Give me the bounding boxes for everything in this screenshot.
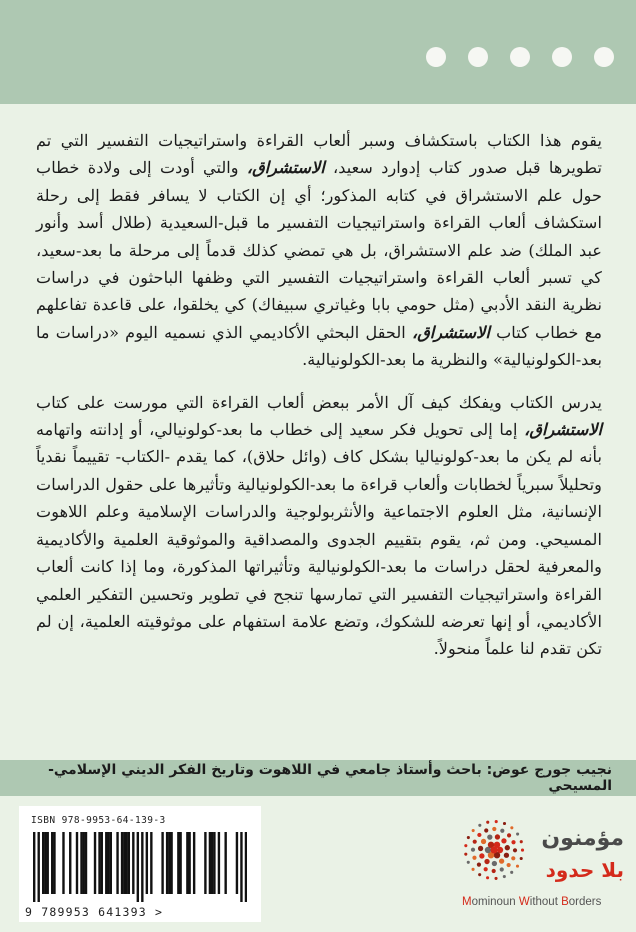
barcode-bar (101, 832, 103, 894)
logo-dot (484, 859, 489, 864)
logo-dot (479, 853, 484, 858)
decorative-dot (594, 47, 614, 67)
logo-dot (510, 826, 513, 829)
barcode-bar (107, 832, 109, 894)
barcode-bar (53, 832, 55, 894)
barcode-bar (146, 832, 148, 894)
logo-dot (478, 873, 481, 876)
logo-dot (464, 853, 467, 856)
barcode-bar (69, 832, 71, 894)
barcode-bar (188, 832, 190, 894)
logo-dot (492, 861, 497, 866)
logo-dot (467, 861, 470, 864)
logo-word-2: ithout (529, 896, 562, 908)
logo-dot (499, 859, 504, 864)
decorative-dot (552, 47, 572, 67)
barcode-bar (98, 832, 100, 894)
barcode-digits: 9 789953 641393 > (25, 905, 164, 919)
barcode-bar (137, 832, 139, 902)
barcode-bar (204, 832, 206, 894)
barcode-bar (213, 832, 215, 894)
barcode-bar (132, 832, 134, 894)
paragraph-2-part-1: يدرس الكتاب ويفكك كيف آل الأمر ببعض ألعاب القراءة التي مورست على كتاب (36, 392, 602, 412)
barcode-bar (209, 832, 211, 894)
logo-dot (500, 829, 504, 833)
barcode-bar (47, 832, 49, 894)
barcode-bar (125, 832, 127, 894)
barcode-bar (168, 832, 170, 894)
paragraph-1 (36, 127, 602, 374)
logo-dot (472, 856, 476, 860)
logo-dot (516, 832, 519, 835)
logo-dot (503, 875, 506, 878)
barcode-bar (121, 832, 123, 894)
barcode-bar (38, 832, 40, 902)
barcode-bar (110, 832, 112, 894)
logo-dot (467, 836, 470, 839)
barcode-bar (80, 832, 82, 894)
logo-dot (494, 877, 497, 880)
logo-dot (520, 840, 523, 843)
logo-word-3: orders (568, 896, 602, 908)
title-emphasis: الاستشراق، (246, 158, 325, 178)
logo-dot (503, 822, 506, 825)
logo-dot (473, 840, 477, 844)
logo-dot (478, 846, 483, 851)
logo-dot (477, 863, 481, 867)
logo-dot (504, 853, 509, 858)
logo-dot (495, 820, 498, 823)
logo-dot (486, 821, 489, 824)
paragraph-2 (36, 389, 602, 663)
logo-dot (472, 868, 475, 871)
barcode-bar (83, 832, 85, 894)
dot-globe-logo-icon (462, 818, 526, 882)
barcode-bar (51, 832, 53, 894)
logo-dot (484, 828, 488, 832)
logo-arabic-top: مؤمنون (541, 826, 624, 851)
logo-letter-m: M (462, 896, 472, 908)
barcode-bar (211, 832, 213, 894)
logo-dot (510, 871, 513, 874)
back-cover-text (36, 127, 602, 663)
barcode-bar (105, 832, 107, 894)
barcode-bar (193, 832, 195, 894)
logo-dot (520, 857, 523, 860)
publisher-logo (462, 818, 632, 918)
logo-dot (464, 844, 467, 847)
decorative-dots (426, 47, 614, 67)
barcode-bar (76, 832, 78, 894)
barcode-bar (94, 832, 96, 894)
barcode-icon (33, 832, 247, 902)
logo-dot (484, 867, 488, 871)
logo-dot (500, 867, 504, 871)
barcode-bar (179, 832, 181, 894)
decorative-dot (468, 47, 488, 67)
logo-dot (487, 835, 492, 840)
top-band (0, 0, 636, 104)
paragraph-1-part-3: الحقل البحثي الأكاديمي الذي نسميه اليوم «دراسات ما بعد-الكولونيالية» والنظرية ما بعد-الكولونيالية. (36, 322, 602, 370)
barcode-bar (44, 832, 46, 894)
barcode-bar (85, 832, 87, 894)
barcode-bar (42, 832, 44, 894)
barcode-bar (170, 832, 172, 894)
paragraph-1-part-2: والتي أودت إلى ولادة خطاب حول علم الاستشراق في كتابه المذكور؛ أي إن الكتاب لا يسافر فقط إلى رحلة استكشاف ألعاب القراءة واستراتيجيات التفسير ما قبل-السعيدية (طلال أسد وأنور عبد الملك) ضد علم الاستشراق، بل هي تمضي كذلك قدماً إلى مرحلة ما بعد-سعيد، كي تسبر ألعاب القراءة واستراتيجيات التفسير التي وظفها الباحثون في دراسات نظرية النقد الأدبي (مثل حومي بابا وغياتري سبيفاك) كي يخلقوا، على قاعدة تفاعلهم مع خطاب كتاب (36, 158, 602, 342)
title-emphasis: الاستشراق، (524, 420, 602, 440)
logo-dot (505, 845, 510, 850)
logo-word-1: ominoun (471, 896, 519, 908)
decorative-dot (426, 47, 446, 67)
barcode-bar (236, 832, 238, 894)
barcode-bar (141, 832, 143, 902)
paragraph-1-part-1: يقوم هذا الكتاب باستكشاف وسبر ألعاب القراءة واستراتيجيات التفسير التي تم تطويرها قبل صدور كتاب إدوارد سعيد، (36, 131, 602, 178)
logo-dot (472, 829, 475, 832)
decorative-dot (510, 47, 530, 67)
logo-dot (507, 863, 511, 867)
barcode-bar (166, 832, 168, 894)
barcode-bar (33, 832, 35, 902)
logo-dot (511, 856, 515, 860)
logo-letter-w: W (518, 896, 530, 908)
title-emphasis: الاستشراق، (412, 322, 490, 342)
logo-english (462, 896, 630, 908)
barcode-bar (186, 832, 188, 894)
barcode-bar (218, 832, 220, 894)
logo-dot (501, 838, 506, 843)
logo-dot (471, 848, 475, 852)
barcode-bar (161, 832, 163, 894)
logo-dot (495, 834, 500, 839)
logo-dot (492, 827, 496, 831)
logo-dot (490, 846, 497, 853)
author-bio: نجيب جورج عوض: باحث وأستاذ جامعي في اللاهوت وتاريخ الفكر الديني الإسلامي-المسيحي (48, 762, 612, 794)
logo-dot (481, 839, 486, 844)
barcode-bar (240, 832, 242, 902)
barcode-box (19, 806, 261, 922)
logo-arabic-bottom: بلا حدود (545, 858, 624, 882)
logo-dot (477, 833, 481, 837)
logo-dot (492, 869, 496, 873)
logo-dot (507, 833, 511, 837)
barcode-bar (177, 832, 179, 894)
logo-dot (478, 824, 481, 827)
logo-dot (511, 840, 515, 844)
barcode-bar (150, 832, 152, 894)
logo-letter-b: B (561, 896, 569, 908)
logo-dot (516, 865, 519, 868)
logo-dot (513, 848, 517, 852)
barcode-bar (245, 832, 247, 902)
isbn-label: ISBN 978-9953-64-139-3 (31, 815, 166, 826)
barcode-bar (128, 832, 130, 894)
barcode-bar (123, 832, 125, 894)
barcode-bar (62, 832, 64, 894)
paragraph-2-part-2: إما إلى تحويل فكر سعيد إلى خطاب ما بعد-كولونيالي، أو إدانته واتهامه بأنه لم يكن ما بعد-كولونياليا بشكل كاف (وائل حلاق)، كما يقدم -الكتاب- تقييماً نقدياً وتحليلاً سبرياً لخطابات وألعاب قراءة ما بعد-الكولونيالية وتأثيرها على حقول الدراسات الإنسانية، مثل العلوم الاجتماعية والأنثربولوجية والدراسات الإسلامية وعلم اللاهوت المسيحي. ومن ثم، يقوم بتقييم الجدوى والمصداقية والموثوقية العلمية والأكاديمية والمعرفية لحقل دراسات ما بعد-الكولونيالية وتأثيراتها المذكورة، وما إذا كانت ألعاب القراءة واستراتيجيات التفسير التي تمارسها تنجح في تطوير وتحسين التفكير العلمي الأكاديمي، أو إنها تعرضه للشكوك، وتضع علامة استفهام على موثوقيته العلمية، إن لم تكن تقدم لنا علماً منحولاً. (36, 420, 602, 659)
barcode-bar (224, 832, 226, 894)
logo-dot (486, 876, 489, 879)
barcode-bar (116, 832, 118, 894)
logo-dot (521, 849, 524, 852)
author-band (0, 760, 636, 796)
